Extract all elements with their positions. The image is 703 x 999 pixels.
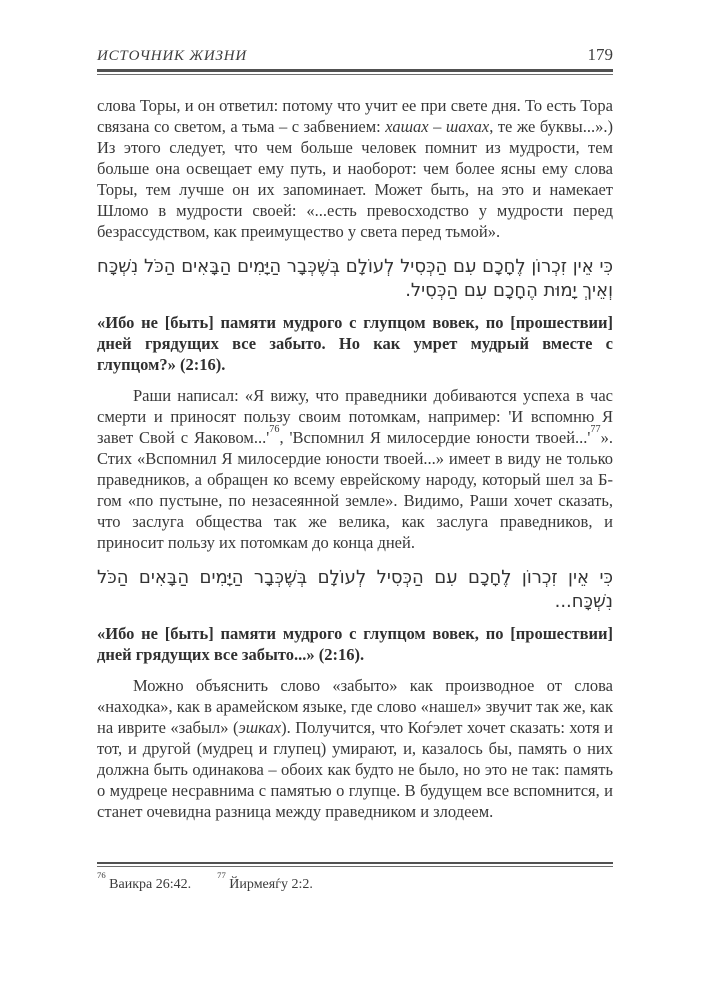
header-rule <box>97 69 613 75</box>
footnote-rule <box>97 862 613 867</box>
italic-term: эшках <box>238 718 282 737</box>
footnote-text: Ваикра 26:42. <box>109 877 192 892</box>
footnote-area <box>97 862 613 894</box>
footnote-ref-77: 77 <box>590 423 601 435</box>
text-run: Можно объяснить слово «забыто» как производное от слова «находка», как в арамейском языке, где слово «нашел» звучит так же, как на иврите «забыл» ( <box>97 676 613 737</box>
footnote-77 <box>217 870 313 892</box>
footnote-text: Йирмеяѓу 2:2. <box>229 877 313 892</box>
footnote-ref-76: 76 <box>269 423 280 435</box>
footnote-76 <box>97 870 192 892</box>
text-run: , 'Вспомнил Я милосердие юности твоей...' <box>279 428 591 447</box>
text-run: Раши написал: «Я вижу, что праведники добиваются успеха в час смерти и приносят пользу своим потомкам, например: 'И вспомню Я завет Свой с Яаковом...' <box>97 386 613 447</box>
verse-translation-1: «Ибо не [быть] памяти мудрого с глупцом вовек, по [прошествии] дней грядущих все забыто. Но как умрет мудрый вместе с глупцом?» (2:16). <box>97 313 613 374</box>
paragraph-rashi-commentary <box>97 385 613 553</box>
text-run: ). Получится, что Коѓэлет хочет сказать: хотя и тот, и другой (мудрец и глупец) умирают, и, казалось бы, память о них должна быть одинакова – обоих как будто не было, но это не так: память о мудреце несравнима с памятью о глупце. В будущем все вспомнится, и станет очевидна разница между праведником и злодеем. <box>97 718 613 821</box>
italic-term: хашах – шахах <box>385 117 490 136</box>
text-run: слова Торы, и он ответил: потому что учит ее при свете дня. То есть Тора связана со светом, а тьма – с забвением: <box>97 96 613 136</box>
verse-translation-2: «Ибо не [быть] памяти мудрого с глупцом вовек, по [прошествии] дней грядущих все забыто...» (2:16). <box>97 624 613 664</box>
footnote-number: 77 <box>217 870 226 881</box>
paragraph-explanation <box>97 675 613 822</box>
footnote-number: 76 <box>97 870 106 881</box>
paragraph-continuation <box>97 95 613 242</box>
hebrew-verse-full: כִּי אֵין זִכְרוֹן לֶחָכָם עִם הַכְּסִיל לְעוֹלָם בְּשֶׁכְּבָר הַיָּמִים הַבָּאִים הַכֹּל נִשְׁכָּח וְאֵיךְ יָמוּת הֶחָכָם עִם הַכְּסִיל. <box>97 256 613 301</box>
running-title: ИСТОЧНИК ЖИЗНИ <box>97 48 248 64</box>
footnotes-line <box>97 870 613 894</box>
text-run: , те же буквы...».) Из этого следует, что чем больше человек помнит из мудрости, тем больше она освещает ему путь, и наоборот: чем более ясны ему слова Торы, тем лучше он их запоминает. Может быть, на это и намекает Шломо в мудрости своей: «...есть превосходство у мудрости перед безрассудством, как преимущество у света перед тьмой». <box>97 117 613 241</box>
page-header <box>97 46 613 65</box>
hebrew-verse-short: כִּי אֵין זִכְרוֹן לֶחָכָם עִם הַכְּסִיל לְעוֹלָם בְּשֶׁכְּבָר הַיָּמִים הַבָּאִים הַכֹּל נִשְׁכָּח... <box>97 567 613 612</box>
text-run: ». Стих «Вспомнил Я милосердие юности твоей...» имеет в виду не только праведников, а обращен ко всему еврейскому народу, который шел за Б-гом «по пустыне, по незасеянной земле». Видимо, Раши хочет сказать, что заслуга общества так же велика, как заслуга праведников, и приносит пользу их потомкам до конца дней. <box>97 428 613 552</box>
page-number: 179 <box>587 45 613 64</box>
